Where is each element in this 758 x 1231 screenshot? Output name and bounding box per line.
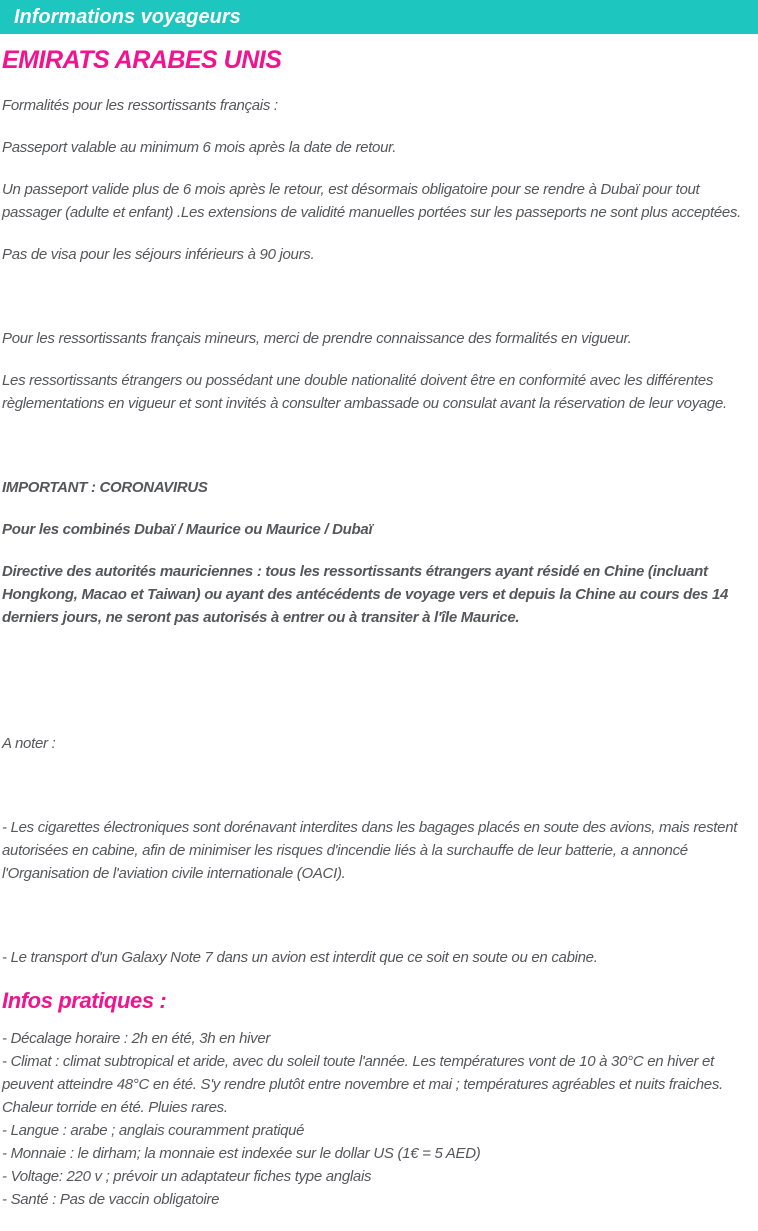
formalities-intro: Formalités pour les ressortissants français : xyxy=(2,97,278,114)
blank-line xyxy=(2,434,754,457)
paragraph-minors: Pour les ressortissants français mineurs, merci de prendre connaissance des formalités en vigueur. xyxy=(2,330,632,347)
paragraph-galaxy-note: - Le transport d'un Galaxy Note 7 dans un avion est interdit que ce soit en soute ou en cabine. xyxy=(2,949,598,966)
paragraph-ecigarettes: - Les cigarettes électroniques sont dorénavant interdites dans les bagages placés en soute des avions, mais restent autorisées en cabine, afin de minimiser les risques d'incendie liés à la surchauffe de leur batterie, a annoncé l'Organisation de l'aviation civile internationale (OACI). xyxy=(2,819,738,882)
country-title: EMIRATS ARABES UNIS xyxy=(2,46,282,74)
paragraph-passport-rule: Un passeport valide plus de 6 mois après le retour, est désormais obligatoire pour se rendre à Dubaï pour tout passager (adulte et enfant) .Les extensions de validité manuelles portées sur les passeports ne sont plus acceptées. xyxy=(2,181,741,221)
infos-pratiques-heading: Infos pratiques : xyxy=(2,988,167,1013)
notes-heading: A noter : xyxy=(2,735,56,752)
blank-line xyxy=(2,774,754,797)
traveler-info-content xyxy=(0,46,758,1211)
info-item-voltage: - Voltage: 220 v ; prévoir un adaptateur fiches type anglais xyxy=(2,1168,372,1185)
info-item-sante: - Santé : Pas de vaccin obligatoire xyxy=(2,1191,220,1208)
coronavirus-heading: IMPORTANT : CORONAVIRUS xyxy=(2,479,208,496)
paragraph-foreigners: Les ressortissants étrangers ou possédant une double nationalité doivent être en conformité avec les différentes règlementations en vigueur et sont invités à consulter ambassade ou consulat avant la réservation de leur voyage. xyxy=(2,372,727,412)
info-item-decalage-horaire: - Décalage horaire : 2h en été, 3h en hiver xyxy=(2,1030,271,1047)
info-item-monnaie: - Monnaie : le dirham; la monnaie est indexée sur le dollar US (1€ = 5 AED) xyxy=(2,1145,481,1162)
infos-pratiques-list xyxy=(2,1027,754,1211)
paragraph-passport-validity: Passeport valable au minimum 6 mois après la date de retour. xyxy=(2,139,397,156)
blank-line xyxy=(2,904,754,927)
blank-line xyxy=(2,285,754,308)
paragraph-visa: Pas de visa pour les séjours inférieurs à 90 jours. xyxy=(2,246,315,263)
info-item-climat: - Climat : climat subtropical et aride, avec du soleil toute l'année. Les températures vont de 10 à 30°C en hiver et peuvent atteindre 48°C en été. S'y rendre plutôt entre novembre et mai ; températures agréables et nuits fraiches. Chaleur torride en été. Pluies rares. xyxy=(2,1053,723,1116)
blank-line xyxy=(2,690,754,713)
coronavirus-directive: Directive des autorités mauriciennes : tous les ressortissants étrangers ayant résidé en Chine (incluant Hongkong, Macao et Taiwan) ou ayant des antécédents de voyage vers et depuis la Chine au cours des 14 derniers jours, ne seront pas autorisés à entrer ou à transiter à l'île Maurice. xyxy=(2,563,729,626)
info-item-langue: - Langue : arabe ; anglais couramment pratiqué xyxy=(2,1122,305,1139)
coronavirus-subheading: Pour les combinés Dubaï / Maurice ou Maurice / Dubaï xyxy=(2,521,373,538)
blank-line xyxy=(2,648,754,671)
header-title: Informations voyageurs xyxy=(14,5,241,28)
traveler-info-header-bar xyxy=(0,0,758,34)
